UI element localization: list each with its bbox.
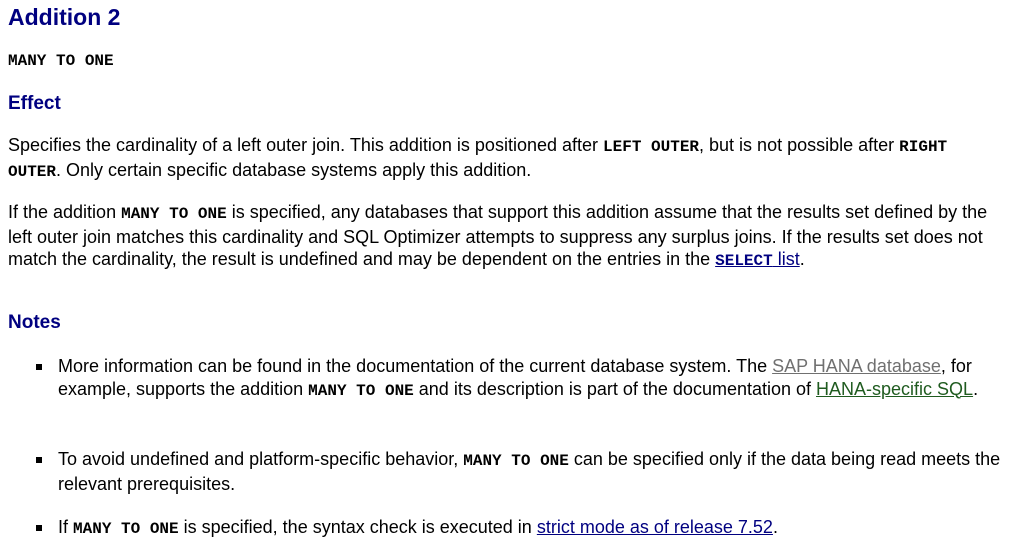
text: More information can be found in the documentation of the current database system. The (58, 356, 773, 376)
keyword-left-outer: LEFT OUTER (603, 138, 700, 156)
effect-paragraph-1 (8, 134, 998, 183)
text: is specified, any databases that support this addition assume that the results set defined by the left outer join matches this cardinality and SQL Optimizer attempts to suppress any surplus joins. If the results set does not match the cardinality, the result is undefined and may be dependent on the entries in the (8, 202, 988, 269)
text: If the addition (8, 202, 122, 222)
keyword-many-to-one: MANY TO ONE (308, 381, 414, 400)
text: is specified, the syntax check is executed in (178, 517, 537, 537)
notes-heading: Notes (8, 312, 61, 333)
bullet-icon (36, 457, 42, 463)
bullet-icon (36, 364, 42, 370)
link-text: list (772, 249, 800, 269)
select-list-link[interactable] (715, 249, 800, 269)
text: , for example, supports the addition (58, 356, 972, 399)
page-title: Addition 2 (8, 4, 121, 30)
text: . Only certain specific database systems apply this addition. (56, 159, 532, 180)
keyword-many-to-one: MANY TO ONE (73, 520, 179, 538)
text: Specifies the cardinality of a left outer join. This addition is positioned after (8, 135, 604, 155)
keyword-right-outer: RIGHT OUTER (8, 138, 948, 181)
effect-paragraph-2 (8, 201, 998, 273)
text: . (772, 517, 778, 537)
hana-specific-sql-link[interactable]: HANA-specific SQL (816, 378, 974, 399)
text: . (973, 378, 979, 399)
syntax-block: MANY TO ONE (8, 52, 114, 70)
text: , but is not possible after (699, 135, 900, 155)
text: can be specified only if the data being read meets the relevant prerequisites. (58, 449, 1001, 494)
select-keyword: SELECT (715, 252, 773, 270)
text: If (58, 517, 74, 537)
text: To avoid undefined and platform-specific behavior, (58, 449, 464, 469)
text: and its description is part of the documentation of (413, 378, 817, 399)
bullet-icon (36, 525, 42, 531)
keyword-many-to-one: MANY TO ONE (121, 205, 227, 223)
sap-hana-database-link[interactable]: SAP HANA database (772, 356, 941, 376)
effect-heading: Effect (8, 93, 61, 114)
list-item-text (58, 516, 1008, 541)
keyword-many-to-one: MANY TO ONE (463, 452, 569, 470)
list-item-text (58, 355, 1008, 402)
text: . (799, 249, 805, 269)
strict-mode-link[interactable]: strict mode as of release 7.52 (536, 517, 773, 537)
list-item-text (58, 448, 1008, 495)
